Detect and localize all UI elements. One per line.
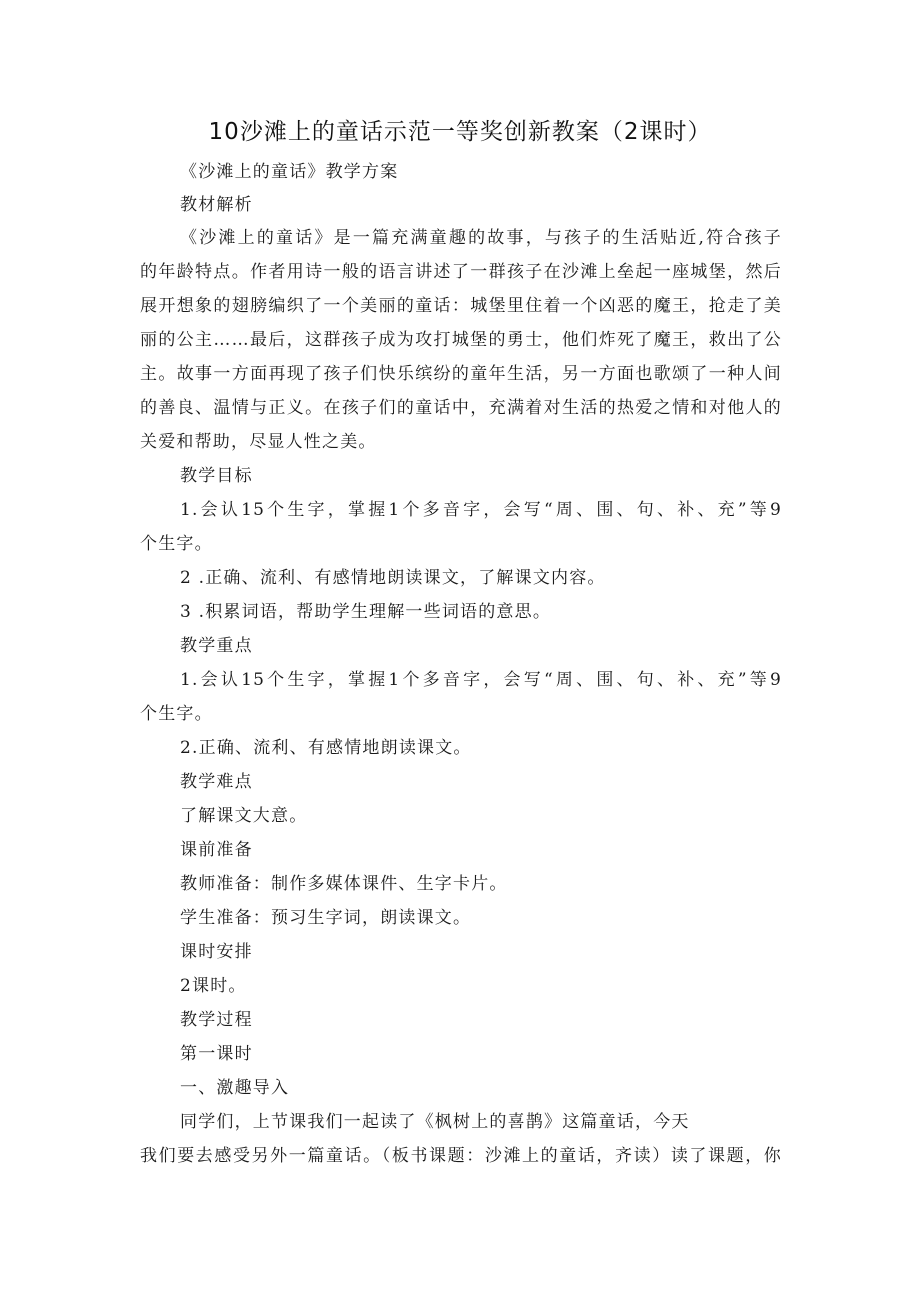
heading-key-points: 教学重点	[180, 636, 253, 656]
goal-item: 1.会认15个生字，掌握1个多音字，会写“周、围、句、补、充”等9	[180, 500, 782, 520]
heading-goals: 教学目标	[180, 466, 253, 486]
heading-process: 教学过程	[180, 1010, 253, 1030]
heading-difficulties: 教学难点	[180, 772, 253, 792]
doc-subtitle: 《沙滩上的童话》教学方案	[180, 162, 399, 182]
intro-line: 我们要去感受另外一篇童话。（板书课题：沙滩上的童话，齐读）读了课题，你	[140, 1146, 782, 1166]
goal-item: 2 .正确、流利、有感情地朗读课文，了解课文内容。	[180, 568, 606, 588]
goal-item-cont: 个生字。	[140, 534, 213, 554]
prep-student: 学生准备：预习生字词，朗读课文。	[180, 908, 472, 928]
heading-schedule: 课时安排	[180, 942, 253, 962]
heading-preparation: 课前准备	[180, 840, 253, 860]
analysis-line: 关爱和帮助，尽显人性之美。	[140, 432, 377, 452]
analysis-line: 丽的公主……最后，这群孩子成为攻打城堡的勇士，他们炸死了魔王，救出了公	[140, 330, 782, 350]
heading-analysis: 教材解析	[180, 195, 253, 215]
analysis-line: 的善良、温情与正义。在孩子们的童话中，充满着对生活的热爱之情和对他人的	[140, 398, 782, 418]
step-heading: 一、激趣导入	[180, 1078, 290, 1098]
key-item-cont: 个生字。	[140, 704, 213, 724]
schedule-text: 2课时。	[180, 976, 247, 996]
page-title: 10沙滩上的童话示范一等奖创新教案（2课时）	[208, 119, 712, 145]
prep-teacher: 教师准备：制作多媒体课件、生字卡片。	[180, 874, 508, 894]
difficulty-text: 了解课文大意。	[180, 806, 308, 826]
intro-line: 同学们，上节课我们一起读了《枫树上的喜鹊》这篇童话，今天	[180, 1112, 690, 1132]
analysis-line: 的年龄特点。作者用诗一般的语言讲述了一群孩子在沙滩上垒起一座城堡，然后	[140, 262, 782, 282]
key-item: 1.会认15个生字，掌握1个多音字，会写“周、围、句、补、充”等9	[180, 670, 782, 690]
analysis-line: 《沙滩上的童话》是一篇充满童趣的故事，与孩子的生活贴近,符合孩子	[180, 228, 782, 248]
key-item: 2.正确、流利、有感情地朗读课文。	[180, 738, 472, 758]
goal-item: 3 .积累词语，帮助学生理解一些词语的意思。	[180, 602, 552, 622]
analysis-line: 展开想象的翅膀编织了一个美丽的童话：城堡里住着一个凶恶的魔王，抢走了美	[140, 296, 782, 316]
analysis-line: 主。故事一方面再现了孩子们快乐缤纷的童年生活，另一方面也歌颂了一种人间	[140, 364, 782, 384]
lesson-heading: 第一课时	[180, 1044, 253, 1064]
